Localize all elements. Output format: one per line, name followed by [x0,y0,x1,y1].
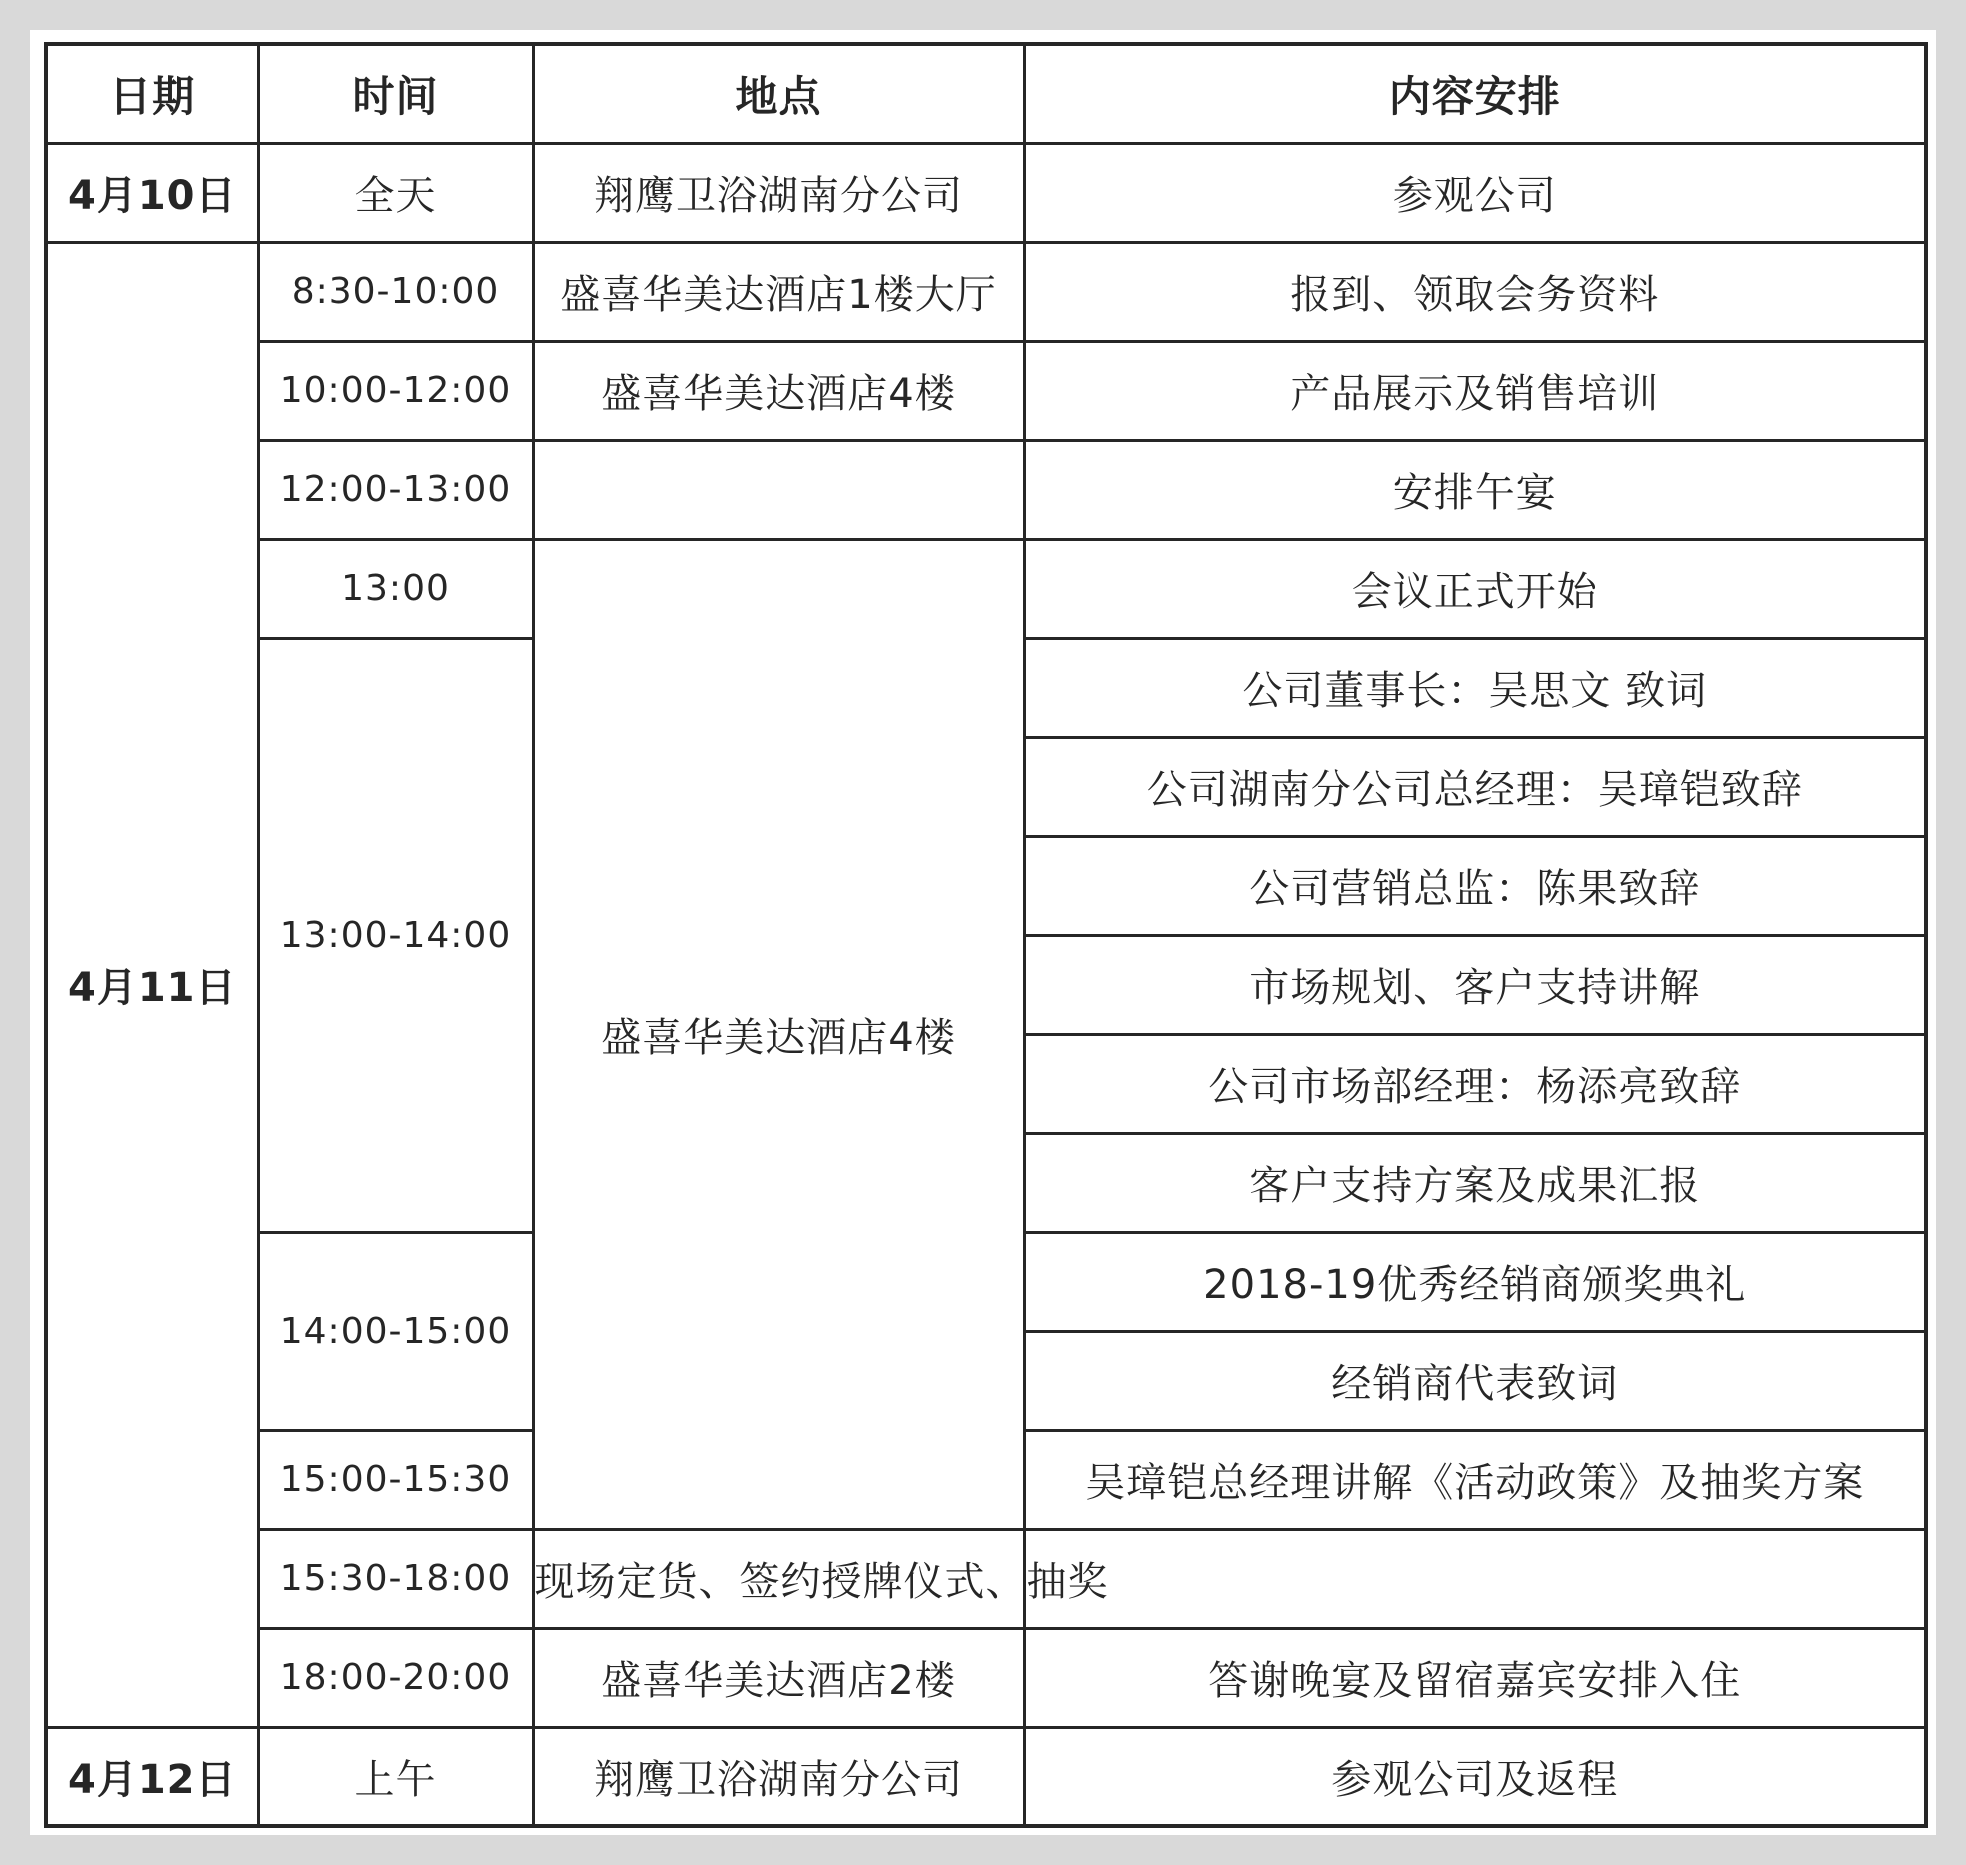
time-cell: 10:00-12:00 [258,341,533,440]
content-cell: 市场规划、客户支持讲解 [1024,935,1926,1034]
content-cell: 现场定货、签约授牌仪式、抽奖 [533,1529,1024,1628]
date-cell: 4月12日 [46,1727,258,1826]
content-cell: 吴璋铠总经理讲解《活动政策》及抽奖方案 [1024,1430,1926,1529]
time-cell: 全天 [258,143,533,242]
table-row [46,440,1926,539]
content-cell: 产品展示及销售培训 [1024,341,1926,440]
time-cell: 上午 [258,1727,533,1826]
content-cell: 公司董事长：吴思文 致词 [1024,638,1926,737]
header-time: 时间 [258,44,533,143]
date-cell: 4月11日 [46,242,258,1727]
place-cell [533,440,1024,539]
content-cell: 答谢晚宴及留宿嘉宾安排入住 [1024,1628,1926,1727]
table-row [46,143,1926,242]
content-cell: 经销商代表致词 [1024,1331,1926,1430]
content-cell: 报到、领取会务资料 [1024,242,1926,341]
place-cell: 盛喜华美达酒店4楼 [533,539,1024,1529]
content-cell: 公司湖南分公司总经理：吴璋铠致辞 [1024,737,1926,836]
header-content: 内容安排 [1024,44,1926,143]
time-cell: 15:30-18:00 [258,1529,533,1628]
time-cell: 12:00-13:00 [258,440,533,539]
header-place: 地点 [533,44,1024,143]
time-cell: 15:00-15:30 [258,1430,533,1529]
date-cell: 4月10日 [46,143,258,242]
place-cell: 盛喜华美达酒店1楼大厅 [533,242,1024,341]
place-cell: 盛喜华美达酒店4楼 [533,341,1024,440]
table-row [46,1529,1926,1628]
table-row [46,1727,1926,1826]
time-cell: 8:30-10:00 [258,242,533,341]
content-cell: 客户支持方案及成果汇报 [1024,1133,1926,1232]
table-row [46,242,1926,341]
table-row [46,539,1926,638]
place-cell: 盛喜华美达酒店2楼 [533,1628,1024,1727]
table-row [46,341,1926,440]
table-row [46,1628,1926,1727]
time-cell: 14:00-15:00 [258,1232,533,1430]
schedule-table [44,42,1928,1828]
content-cell: 2018-19优秀经销商颁奖典礼 [1024,1232,1926,1331]
content-cell: 会议正式开始 [1024,539,1926,638]
place-cell: 翔鹰卫浴湖南分公司 [533,1727,1024,1826]
place-cell: 翔鹰卫浴湖南分公司 [533,143,1024,242]
time-cell: 18:00-20:00 [258,1628,533,1727]
content-cell: 公司营销总监：陈果致辞 [1024,836,1926,935]
header-row [46,44,1926,143]
time-cell: 13:00-14:00 [258,638,533,1232]
content-cell: 参观公司及返程 [1024,1727,1926,1826]
content-cell: 安排午宴 [1024,440,1926,539]
time-cell: 13:00 [258,539,533,638]
content-cell: 公司市场部经理：杨添亮致辞 [1024,1034,1926,1133]
header-date: 日期 [46,44,258,143]
schedule-sheet [30,30,1936,1835]
content-cell: 参观公司 [1024,143,1926,242]
